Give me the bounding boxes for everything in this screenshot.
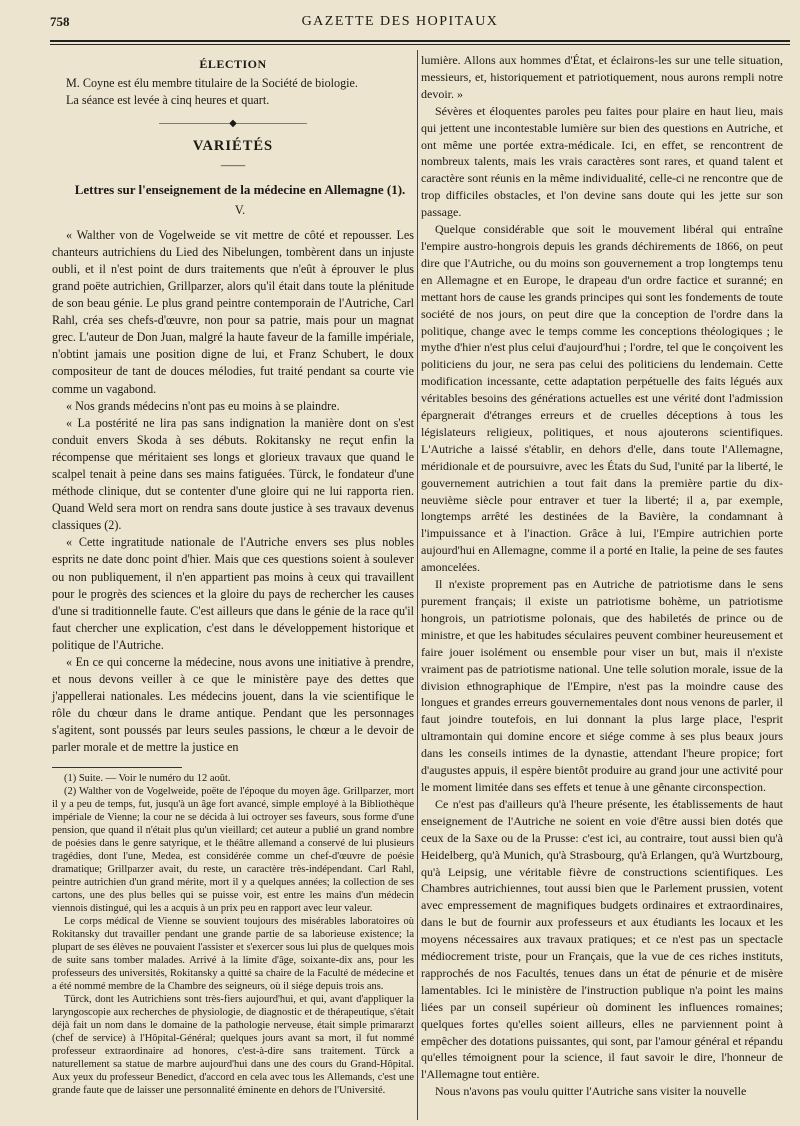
election-heading: ÉLECTION — [199, 57, 267, 71]
body-paragraph: « En ce qui concerne la médecine, nous avons une initiative à prendre, et nous devons veiller à ce que le ministère paye des dettes que j'appellerai nationales. Les médecins jouent, dans la vie scientifique le rôle du chœur dans le drame antique. Pendant que les personnages s'agitent, sont poussés par leurs seules passions, le chœur a le devoir de parler morale et de mettre la justice en — [52, 655, 414, 755]
body-paragraph: Ce n'est pas d'ailleurs qu'à l'heure présente, les établissements de haut enseignement de l'Autriche ne soient en voie d'être aussi bien dotés que ceux de la Saxe ou de la Prusse: c'est ici, au contraire, tout aussi bien qu'à Heidelberg, qu'à Munich, qu'à Strasbourg, qu'à Erlangen, qu'à Wurtzbourg, qu'à Leipsig, une véritable fièvre de constructions scientifiques. Les Chambres autrichiennes, tout aussi bien que le Parlement prussien, votent avec empressement de magnifiques budgets ordinaires et extraordinaires, dans le but de fournir aux professeurs et aux étudiants les locaux et les moyens nécessaires aux travaux pratiques; et ce n'est pas un spectacle médiocrement triste, pour un Français, que la vue de ces riches instituts, rapprochés de nos Facultés, tenues dans un état de pénurie et de misère lamentables. Ici le ministère de l'instruction publique n'a point les mains liées par un conseil supérieur où dominent les influences romaines; quelques fortes qu'elles soient ailleurs, elles ne parviennent point à empêcher des dotations puissantes, qui sont, par l'amour général et répandu qu'elles témoignent pour la science, il faut savoir le dire, l'honneur de l'Allemagne tout entière. — [421, 796, 783, 1082]
footnote: Türck, dont les Autrichiens sont très-fiers aujourd'hui, et qui, avant d'appliquer la laryngoscopie aux recherches de physiologie, de diagnostic et de thérapeutique, s'était déjà fait un nom dans le domaine de la pathologie nerveuse, était simple primararzt (chef de service) à l'Hôpital-Général; quelques jours avant sa mort, il fut nommé professeur extraordinaire ad honores, c'est-à-dire sans traitement. Türck a naturellement sa statue de marbre aujourd'hui dans une des cours du Grand-Hôpital. Aux yeux du professeur Benedict, d'accord en cela avec tous les Allemands, c'est une grande faute que de laisser une personnalité éminente en dehors de l'Université. — [52, 993, 414, 1096]
page-number: 758 — [50, 14, 70, 29]
right-column — [421, 52, 783, 1100]
body-paragraph: Sévères et éloquentes paroles peu faites pour plaire en haut lieu, mais qui jettent une incontestable lumière sur bien des questions en Autriche, et ont même une portée extra-médicale. Ici, en effet, se rencontrent de nombreux talents, mais les vrais caractères sont rares, et quand talent et caractère sont réunis en la même individualité, celle-ci ne rencontre que de trop difficiles obstacles, et l'on devine sans doute qui les jette sur son passage. — [421, 103, 783, 220]
body-paragraph: Quelque considérable que soit le mouvement libéral qui entraîne l'empire austro-hongrois depuis les grands déchirements de 1866, on peut dire que l'Autriche, ou du moins son gouvernement a trop longtemps tenu en Allemagne et en Europe, le drapeau d'un ordre factice et suranné; en mettant hors de cause les grands principes qui sont les fondements de toute société de nos jours, on peut dire que la conception de l'ordre dans la politique, change avec le temps comme les conceptions théologiques ; le mythe d'hier n'est plus celui d'aujourd'hui ; l'ordre, tel que le conçoivent les politiciens du jour, ne sera pas celui des politiciens du lendemain. Cette modification incessante, cette adaptation perpétuelle des faits légués aux véritables besoins des générations actuelles est une vérité dont l'admission épargnerait d'étranges erreurs et de cruelles déceptions à tous les législateurs religieux, politiques, et nous ajouterons scientifiques. L'Autriche a laissé s'établir, en dehors d'elle, dans toute l'Allemagne, méridionale et de poursuivre, avec les États du Sud, l'unité par la liberté, le gouvernement autrichien a tout fait dans la première partie du dix-neuvième siècle pour entraver et tuer la liberté; il a, par exemple, longtemps arrêté les destinées de la Bavière, la condamnant à l'impuissance et à l'inaction. Grâce à lui, l'Empire autrichien porte aujourd'hui en Allemagne, comme il a porté en Italie, la peine de ses fautes amoncelées. — [421, 222, 783, 575]
article-title: Lettres sur l'enseignement de la médecine en Allemagne (1). — [74, 181, 406, 197]
footnote: (2) Walther von de Vogelweide, poëte de l'époque du moyen âge. Grillparzer, mort il y a peu de temps, fut, jusqu'à un âge fort avancé, simple employé à la Bibliothèque impériale de Vienne; la cour ne se décida à lui octroyer ses faveurs, sous forme d'une pension, que quand il n'était plus qu'un vieillard; cet auteur a publié un grand nombre de poésies dans le genre satyrique, et le théâtre allemand a conservé de lui plusieurs tragédies, dont l'une, Medea, est considérée comme un chef-d'œuvre de poésie dramatique; Grillparzer avait, du reste, un caractère très-indépendant. Carl Rahl, peintre autrichien d'un grand mérite, mort il y a quelques années; la collection de ses cartons, une des plus belles qui se puisse voir, est entre les mains d'un médecin viennois distingué, qui les a acquis à un prix peu en rapport avec leur valeur. — [52, 785, 414, 914]
body-paragraph: « Nos grands médecins n'ont pas eu moins à se plaindre. — [66, 398, 340, 413]
footnote: Le corps médical de Vienne se souvient toujours des misérables laboratoires où Rokitansky dut travailler pendant une grande partie de sa laborieuse existence; la plupart de ses élèves ne pouvaient l'assister et s'exercer sous lui plus de quelques mois de suite sans tomber malades. Arrivé à la limite d'âge, soixante-dix ans, pour les professeurs des universités, Rokitansky a quitté sa chaire de la Faculté de médecine et a été nommé membre de la Chambre des seigneurs, où il siége depuis trois ans. — [52, 915, 414, 992]
section-divider: ———————◆——————— — [159, 118, 307, 130]
header-rule — [50, 40, 790, 42]
body-paragraph: « Walther von de Vogelweide se vit mettre de côté et repousser. Les chanteurs autrichiens du Lied des Nibelungen, tombèrent dans un injuste oubli, et il n'est point de durs traitements que n'eût à éprouver le plus grand poëte autrichien, Grillparzer, alors qu'il était dans toute la plénitude de son beau génie. Le plus grand peintre contemporain de l'Autriche, Carl Rahl, créa ses chefs-d'œuvre, non pour sa patrie, mais pour un magnat grec. L'auteur de Don Juan, malgré la haute faveur de la famille impériale, n'obtint jamais une position digne de lui, et Franz Schubert, le doux compositeur de tant de douces mélodies, fut traité pendant sa courte vie comme un vagabond. — [52, 227, 414, 396]
body-paragraph: Nous n'avons pas voulu quitter l'Autriche sans visiter la nouvelle — [435, 1084, 747, 1099]
body-paragraph: « Cette ingratitude nationale de l'Autriche envers ses plus nobles esprits ne date donc point d'hier. Mais que ces questions soient à soulever ou non publiquement, il n'en appartient pas moins à ceux qui travaillent pour le progrès des sciences et la gloire du pays de rechercher les causes d'une si traditionnelle faute. C'est ailleurs que dans le génie de la race qu'il faut chercher une explication, c'est dans le développement historique et politique de l'Autriche. — [52, 535, 414, 652]
short-rule: —— — [220, 158, 246, 173]
column-separator — [417, 50, 418, 1120]
election-text: M. Coyne est élu membre titulaire de la Société de biologie. — [66, 76, 358, 91]
adjourn-text: La séance est levée à cinq heures et quart. — [66, 93, 270, 108]
section-numeral: V. — [234, 202, 246, 217]
body-paragraph: Il n'existe proprement pas en Autriche de patriotisme dans le sens purement français; il existe un patriotisme bohème, un patriotisme hongrois, un patriotisme polonais, que des habiletés de prince ou de ministre, et que les habitudes séculaires peuvent combiner heureusement et faire jouer isolément ou ensemble pour viser un but, mais il n'existe vraiment pas de patriotisme national. Une telle solution morale, issue de la division ethnographique de l'Empire, n'est pas la moindre cause des longues et grandes erreurs gouvernementales dont nous venons de parler, il faut joindre toutefois, en lui donnant la plus large place, l'esprit ultramontain qui domine encore et siége comme à ses plus beaux jours dans les conseils intimes de la dynastie, attendant l'heure propice; fort d'augustes appuis, il espère bientôt produire au grand jour une activité pour le moment limitée dans ses effets et tenue à une gênante circonspection. — [421, 577, 783, 794]
footnote-rule — [52, 767, 182, 768]
header-rule-thin — [50, 44, 790, 45]
left-column — [52, 52, 414, 1097]
varietes-heading: VARIÉTÉS — [192, 138, 274, 155]
body-paragraph: lumière. Allons aux hommes d'État, et éclairons-les sur une telle situation, messieurs, et, historiquement et patriotiquement, nous aurons rempli notre devoir. » — [421, 53, 783, 101]
running-title: GAZETTE DES HOPITAUX — [301, 14, 499, 29]
body-paragraph: « La postérité ne lira pas sans indignation la manière dont on s'est conduit envers Skoda à ses débuts. Rokitansky ne reçut enfin la récompense que méritaient ses longs et glorieux travaux que quand le scalpel tenait à peine dans ses mains fatiguées. Türck, le fondateur d'une méthode clinique, dut se contenter d'une gloire qui ne lui rapporta rien. Quand Weld sera mort on rendra sans doute justice à ses travaux devenus classiques (2). — [52, 415, 414, 533]
footnote: (1) Suite. — Voir le numéro du 12 août. — [64, 772, 231, 784]
footnotes — [52, 772, 414, 1097]
